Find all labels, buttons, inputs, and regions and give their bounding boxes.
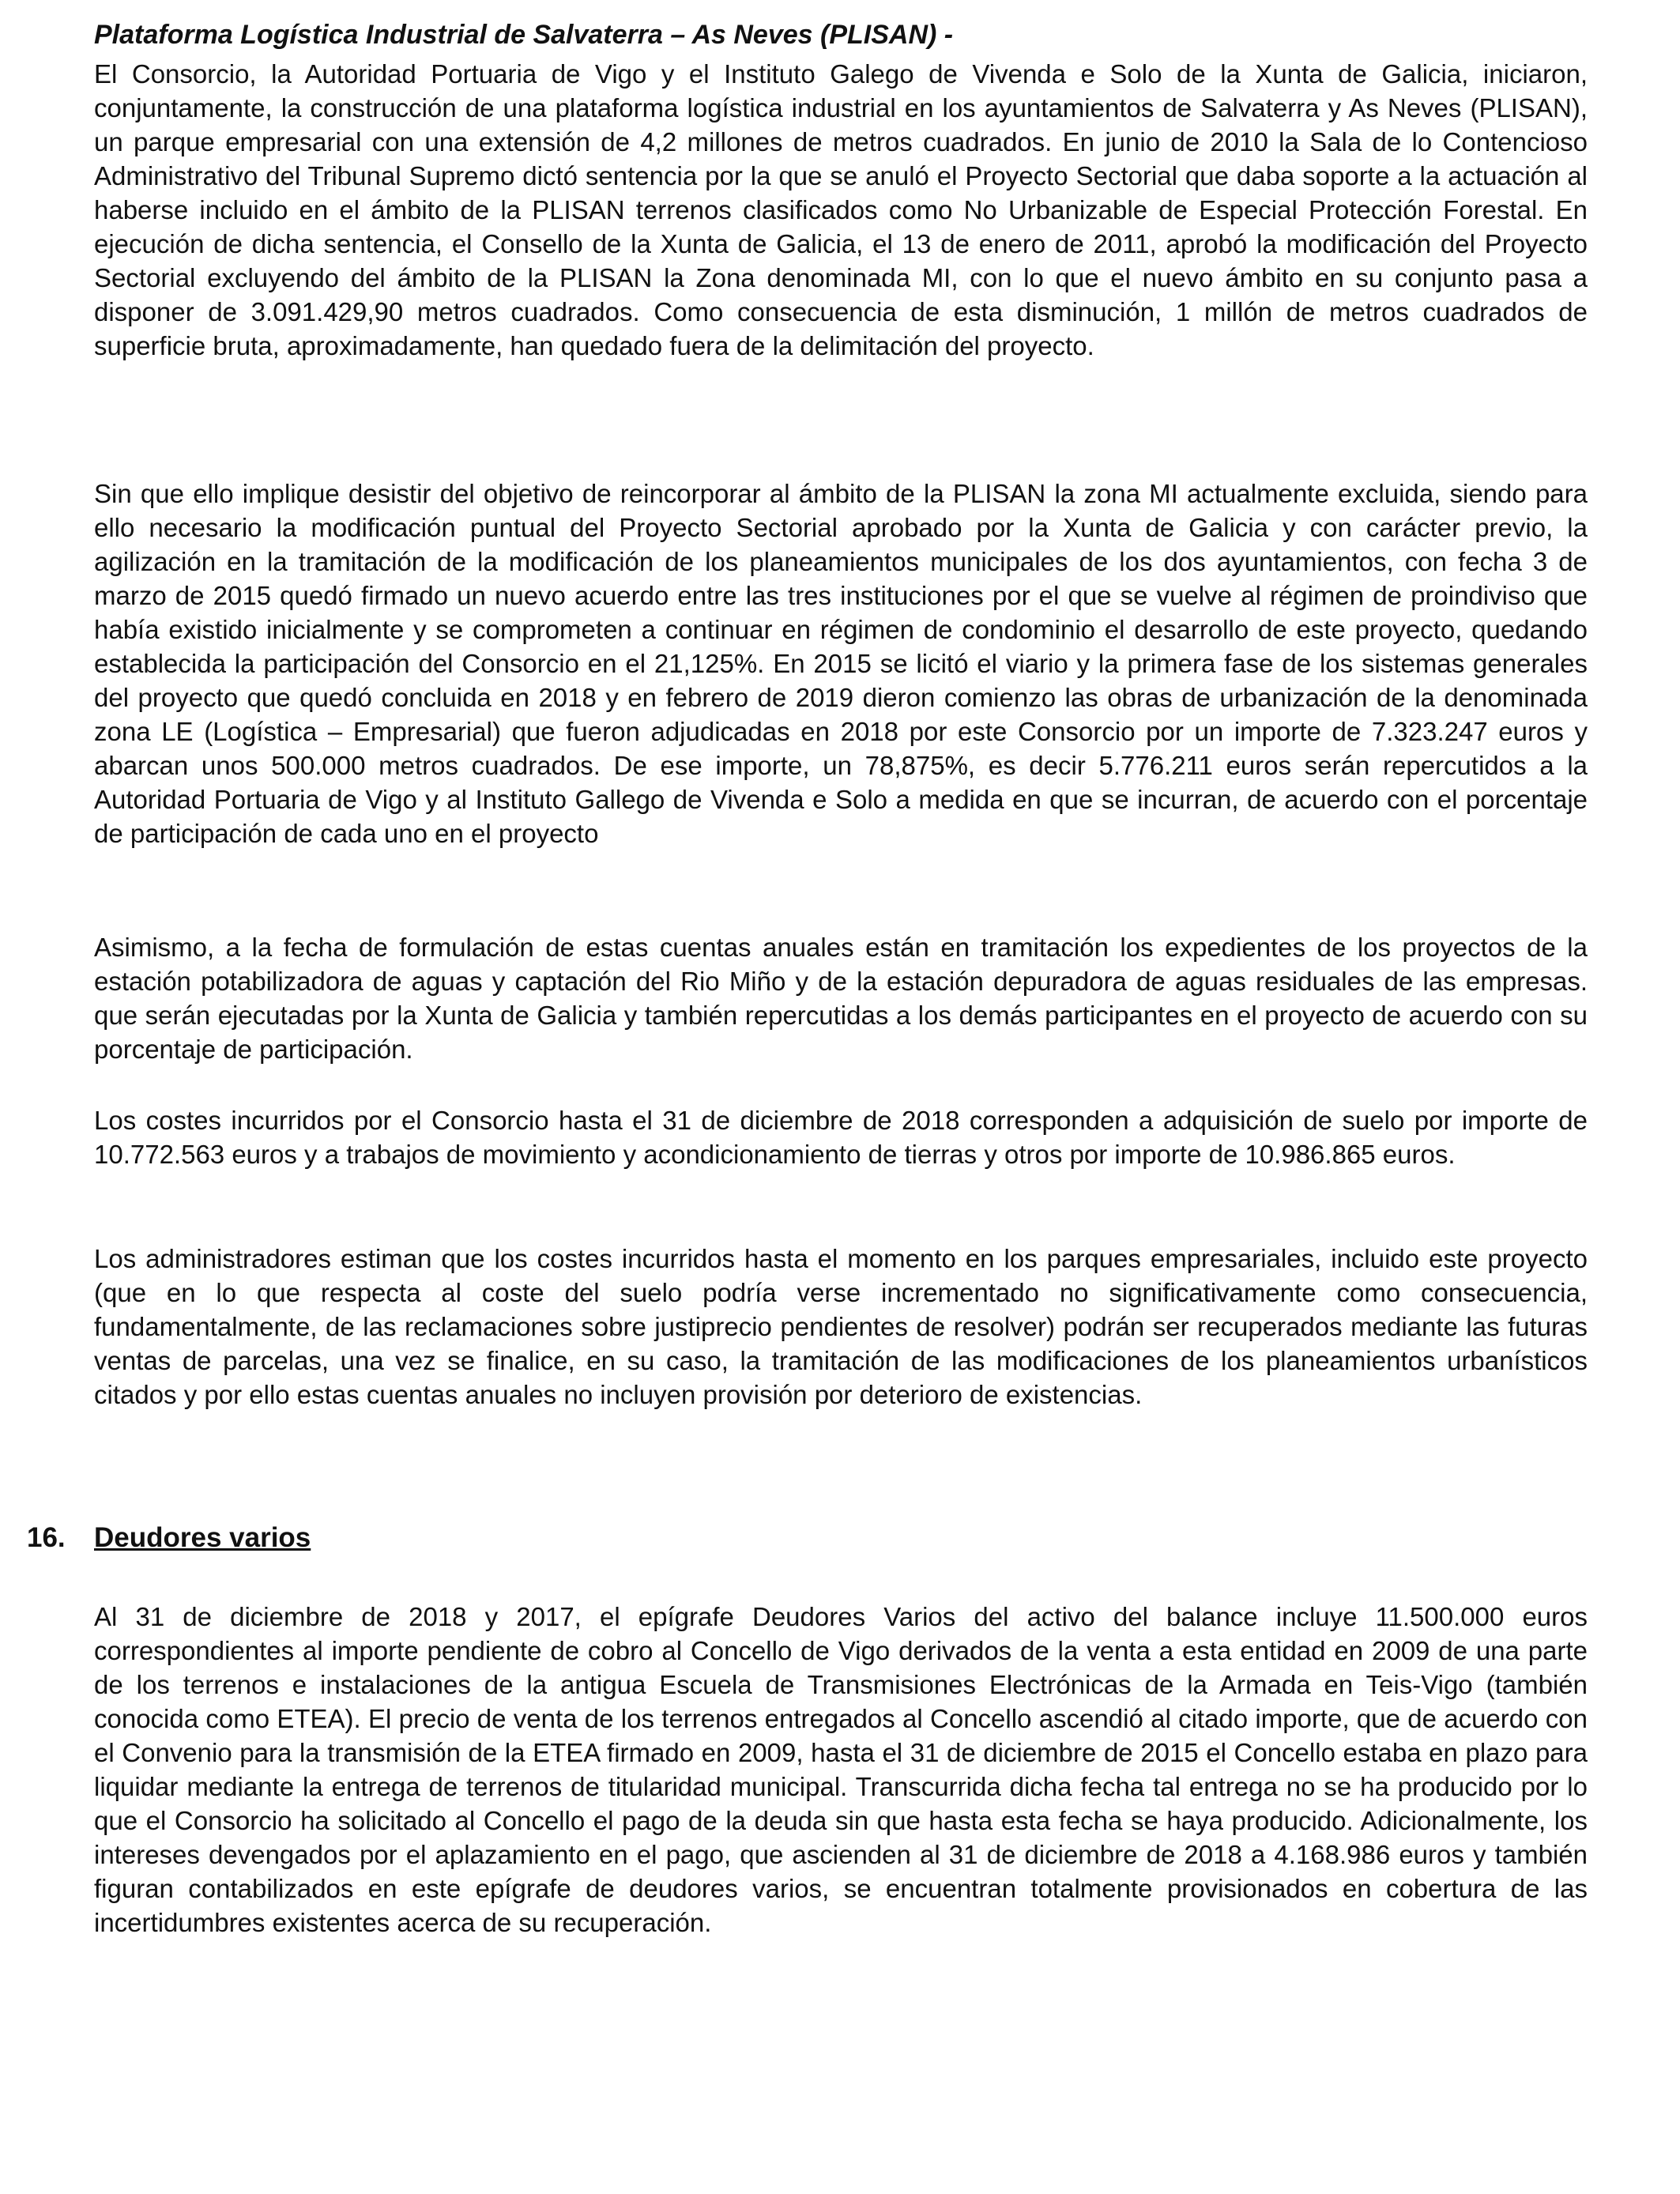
plisan-paragraph-4-block: [94, 1103, 1588, 1171]
plisan-paragraph-1-block: [94, 57, 1588, 363]
note-16-number: 16.: [27, 1522, 66, 1553]
plisan-paragraph-2: Sin que ello implique desistir del objetivo de reincorporar al ámbito de la PLISAN la zona MI actualmente excluida, siendo para ello necesario la modificación puntual del Proyecto Sectorial aprobado por la Xunta de Galicia y con carácter previo, la agilización en la tramitación de la modificación de los planeamientos municipales de los dos ayuntamientos, con fecha 3 de marzo de 2015 quedó firmado un nuevo acuerdo entre las tres instituciones por el que se vuelve al régimen de proindiviso que había existido inicialmente y se comprometen a continuar en régimen de condominio el desarrollo de este proyecto, quedando establecida la participación del Consorcio en el 21,125%. En 2015 se licitó el viario y la primera fase de los sistemas generales del proyecto que quedó concluida en 2018 y en febrero de 2019 dieron comienzo las obras de urbanización de la denominada zona LE (Logística – Empresarial) que fueron adjudicadas en 2018 por este Consorcio por un importe de 7.323.247 euros y abarcan unos 500.000 metros cuadrados. De ese importe, un 78,875%, es decir 5.776.211 euros serán repercutidos a la Autoridad Portuaria de Vigo y al Instituto Gallego de Vivenda e Solo a medida en que se incurran, de acuerdo con el porcentaje de participación de cada uno en el proyecto: [94, 479, 1588, 848]
plisan-paragraph-1: El Consorcio, la Autoridad Portuaria de Vigo y el Instituto Galego de Vivenda e Solo de la Xunta de Galicia, iniciaron, conjuntamente, la construcción de una plataforma logística industrial en los ayuntamientos de Salvaterra y As Neves (PLISAN), un parque empresarial con una extensión de 4,2 millones de metros cuadrados. En junio de 2010 la Sala de lo Contencioso Administrativo del Tribunal Supremo dictó sentencia por la que se anuló el Proyecto Sectorial que daba soporte a la actuación al haberse incluido en el ámbito de la PLISAN terrenos clasificados como No Urbanizable de Especial Protección Forestal. En ejecución de dicha sentencia, el Consello de la Xunta de Galicia, el 13 de enero de 2011, aprobó la modificación del Proyecto Sectorial excluyendo del ámbito de la PLISAN la Zona denominada MI, con lo que el nuevo ámbito en su conjunto pasa a disponer de 3.091.429,90 metros cuadrados. Como consecuencia de esta disminución, 1 millón de metros cuadrados de superficie bruta, aproximadamente, han quedado fuera de la delimitación del proyecto.: [94, 59, 1588, 360]
note-16-heading: [27, 1521, 311, 1555]
section-title-plisan: Plataforma Logística Industrial de Salvaterra – As Neves (PLISAN) -: [94, 20, 954, 50]
plisan-paragraph-2-block: [94, 477, 1588, 850]
note-16-paragraph: Al 31 de diciembre de 2018 y 2017, el epígrafe Deudores Varios del activo del balance incluye 11.500.000 euros correspondientes al importe pendiente de cobro al Concello de Vigo derivados de la venta a esta entidad en 2009 de una parte de los terrenos e instalaciones de la antigua Escuela de Transmisiones Electrónicas de la Armada en Teis-Vigo (también conocida como ETEA). El precio de venta de los terrenos entregados al Concello ascendió al citado importe, que de acuerdo con el Convenio para la transmisión de la ETEA firmado en 2009, hasta el 31 de diciembre de 2015 el Concello estaba en plazo para liquidar mediante la entrega de terrenos de titularidad municipal. Transcurrida dicha fecha tal entrega no se ha producido por lo que el Consorcio ha solicitado al Concello el pago de la deuda sin que hasta esta fecha se haya producido. Adicionalmente, los intereses devengados por el aplazamiento en el pago, que ascienden al 31 de diciembre de 2018 a 4.168.986 euros y también figuran contabilizados en este epígrafe de deudores varios, se encuentran totalmente provisionados en cobertura de las incertidumbres existentes acerca de su recuperación.: [94, 1602, 1588, 1937]
note-16-paragraph-block: [94, 1600, 1588, 1940]
plisan-paragraph-3: Asimismo, a la fecha de formulación de estas cuentas anuales están en tramitación los expedientes de los proyectos de la estación potabilizadora de aguas y captación del Rio Miño y de la estación depuradora de aguas residuales de las empresas. que serán ejecutadas por la Xunta de Galicia y también repercutidas a los demás participantes en el proyecto de acuerdo con su porcentaje de participación.: [94, 933, 1588, 1064]
note-16-title: Deudores varios: [94, 1522, 311, 1553]
plisan-paragraph-5-block: [94, 1242, 1588, 1412]
plisan-paragraph-4: Los costes incurridos por el Consorcio hasta el 31 de diciembre de 2018 corresponden a adquisición de suelo por importe de 10.772.563 euros y a trabajos de movimiento y acondicionamiento de tierras y otros por importe de 10.986.865 euros.: [94, 1106, 1588, 1169]
plisan-paragraph-3-block: [94, 930, 1588, 1066]
plisan-paragraph-5: Los administradores estiman que los costes incurridos hasta el momento en los parques empresariales, incluido este proyecto (que en lo que respecta al coste del suelo podría verse incrementado no significativamente como consecuencia, fundamentalmente, de las reclamaciones sobre justiprecio pendientes de resolver) podrán ser recuperados mediante las futuras ventas de parcelas, una vez se finalice, en su caso, la tramitación de las modificaciones de los planeamientos urbanísticos citados y por ello estas cuentas anuales no incluyen provisión por deterioro de existencias.: [94, 1244, 1588, 1409]
